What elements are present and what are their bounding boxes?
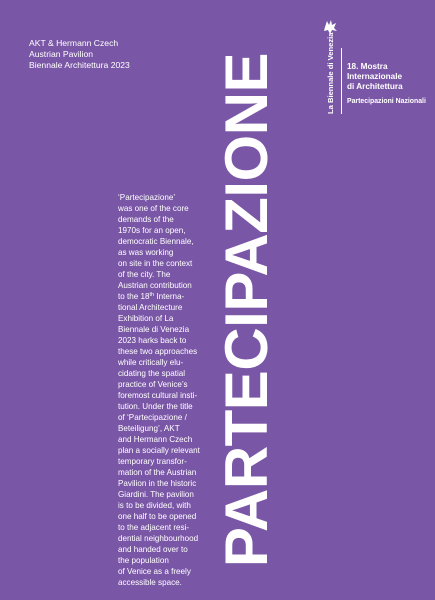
description-line: 2023 harks back to [118, 336, 187, 345]
description-line: tution. Under the title [118, 402, 193, 411]
description-line: these two approaches [118, 347, 198, 356]
description-line: accessible space. [118, 578, 182, 587]
description-line: cidating the spatial [118, 369, 186, 378]
description-line: of the city. The [118, 270, 171, 279]
description-line: tional Architecture [118, 303, 183, 312]
description-line: of Venice as a freely [118, 567, 191, 576]
description-line: foremost cultural insti- [118, 391, 198, 400]
logo-divider [341, 48, 342, 114]
description-line: the population [118, 556, 169, 565]
description-line: was one of the core [118, 204, 189, 213]
description-line: Exhibition of La [118, 314, 174, 323]
credits-block [29, 38, 130, 72]
description-line: and handed over to [118, 545, 188, 554]
logo-line: 18. Mostra [347, 62, 388, 71]
credits-pavilion: Austrian Pavilion [29, 49, 94, 60]
description-line: on site in the context [118, 259, 193, 268]
logo-wordmark: La Biennale di Venezia [326, 32, 335, 114]
description-line: is to be divided, with [118, 501, 191, 510]
description-line: and Hermann Czech [118, 435, 193, 444]
description-text [118, 192, 238, 588]
description-line: 1970s for an open, [118, 226, 186, 235]
description-line: mation of the Austrian [118, 468, 197, 477]
description-line: Giardini. The pavilion [118, 490, 194, 499]
description-fragment: to the 18 [118, 292, 150, 301]
description-line [118, 291, 238, 302]
credits-artists: AKT & Hermann Czech [29, 38, 119, 48]
logo-line: Internazionale [347, 71, 403, 81]
description-fragment: Interna- [154, 292, 185, 301]
description-line: Biennale di Venezia [118, 325, 190, 334]
poster-title: PARTECIPAZIONE [213, 52, 280, 568]
description-line: Austrian contribution [118, 281, 192, 290]
description-line: as was working [118, 248, 174, 257]
logo-line: di Architettura [347, 81, 403, 91]
description-line: practice of Venice’s [118, 380, 188, 389]
logo-subtitle: Partecipazioni Nazionali [347, 98, 426, 105]
logo-exhibition [347, 62, 403, 91]
description-line: dential neighbourhood [118, 534, 199, 543]
description-line: democratic Biennale, [118, 237, 194, 246]
description-line: Pavilion in the historic [118, 479, 197, 488]
description-line: one half to be opened [118, 512, 197, 521]
ordinal-superscript: th [149, 292, 155, 298]
description-line: plan a socially relevant [118, 446, 200, 455]
biennale-logo [320, 18, 426, 118]
description-line: while critically elu- [118, 358, 184, 367]
description-line: Beteiligung’, AKT [118, 424, 180, 433]
description-line: ‘Partecipazione’ [118, 193, 176, 202]
description-line: temporary transfor- [118, 457, 187, 466]
description-line: to the adjacent resi- [118, 523, 190, 532]
credits-event: Biennale Architettura 2023 [29, 60, 130, 71]
description-line: demands of the [118, 215, 174, 224]
description-line: of ‘Partecipazione / [118, 413, 187, 422]
